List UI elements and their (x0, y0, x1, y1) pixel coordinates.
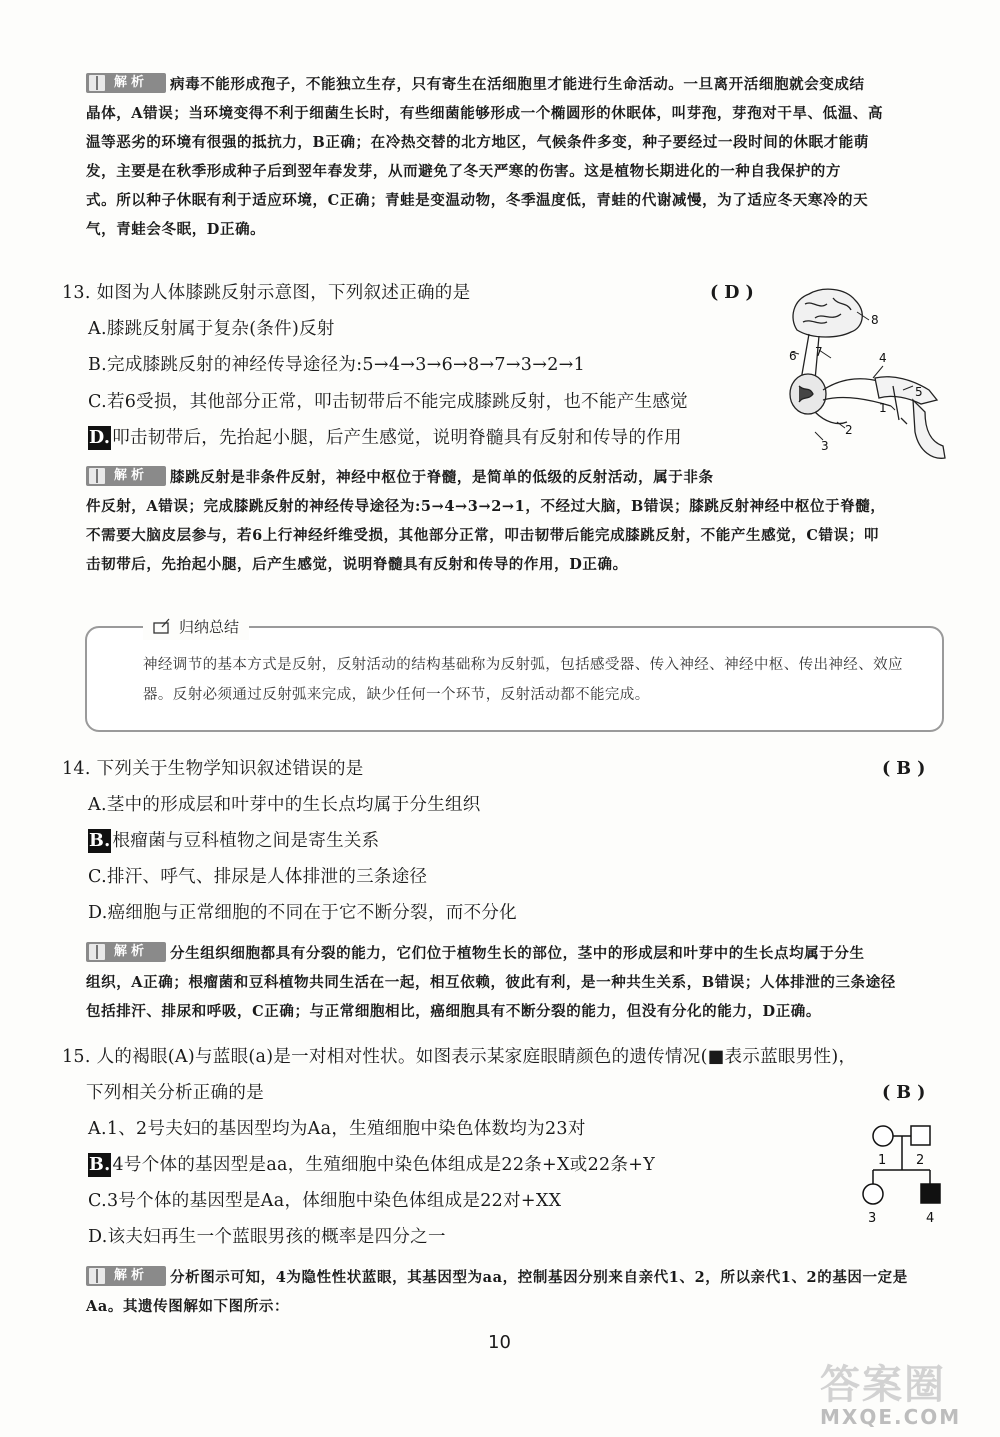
analysis-line: 组织，A正确；根瘤菌和豆科植物共同生活在一起，相互依赖，彼此有利，是一种共生关系，B错误；人体排泄的三条途径 (86, 974, 896, 991)
book-icon (89, 468, 105, 484)
knee-jerk-reflex-diagram (775, 282, 950, 462)
pedigree-label: 1 (878, 1153, 887, 1168)
correct-option-marker: B. (89, 831, 111, 851)
analysis-line: 包括排汗、排尿和呼吸，C正确；与正常细胞相比，癌细胞具有不断分裂的能力，但没有分化的能力，D正确。 (86, 1003, 822, 1020)
analysis-line: 式。所以种子休眠有利于适应环境，C正确；青蛙是变温动物，冬季温度低，青蛙的代谢减慢，为了适应冬天寒冷的天 (86, 192, 869, 209)
book-icon (89, 944, 105, 960)
male-4-symbol (921, 1184, 940, 1203)
question-14-stem: 14. 下列关于生物学知识叙述错误的是 (62, 759, 364, 779)
question-14-answer: (B) (882, 759, 932, 779)
question-14-option-a: A.茎中的形成层和叶芽中的生长点均属于分生组织 (88, 795, 481, 815)
question-14-option-b: B. 根瘤菌与豆科植物之间是寄生关系 (89, 831, 380, 851)
page-number: 10 (488, 1332, 511, 1353)
analysis-tag: 解析 (86, 73, 166, 93)
book-icon (89, 1268, 105, 1284)
diagram-label: 4 (879, 351, 887, 365)
watermark-main: 答案圈 (820, 1362, 946, 1408)
question-15-stem-line1: 15. 人的褐眼(A)与蓝眼(a)是一对相对性状。如图表示某家庭眼睛颜色的遗传情况(■表示蓝眼男性)， (62, 1047, 857, 1067)
question-14-option-d: D.癌细胞与正常细胞的不同在于它不断分裂，而不分化 (88, 903, 517, 923)
female-1-symbol (873, 1126, 893, 1146)
analysis-line: Aa。其遗传图解如下图所示： (86, 1298, 290, 1315)
analysis-q14 (86, 939, 948, 1026)
analysis-line: 晶体，A错误；当环境变得不利于细菌生长时，有些细菌能够形成一个椭圆形的休眠体，叫芽孢，芽孢对干旱、低温、高 (86, 105, 884, 122)
analysis-q12 (86, 70, 948, 244)
question-15-stem-line2: 下列相关分析正确的是 (86, 1083, 264, 1103)
diagram-label: 2 (845, 423, 853, 437)
analysis-line: 件反射，A错误；完成膝跳反射的神经传导途径为:5→4→3→2→1，不经过大脑，B错误；膝跳反射神经中枢位于脊髓， (86, 498, 886, 515)
summary-box (85, 618, 944, 732)
watermark-logo (800, 1353, 990, 1429)
question-15-answer: (B) (882, 1083, 932, 1103)
diagram-label: 6 (789, 349, 797, 363)
question-13-option-c: C.若6受损，其他部分正常，叩击韧带后不能完成膝跳反射，也不能产生感觉 (88, 392, 688, 412)
question-15-option-c: C.3号个体的基因型是Aa，体细胞中染色体组成是22对+XX (88, 1191, 562, 1211)
question-13-option-a: A.膝跳反射属于复杂(条件)反射 (88, 319, 335, 339)
question-15-option-d: D.该夫妇再生一个蓝眼男孩的概率是四分之一 (88, 1227, 446, 1247)
analysis-tag: 解析 (86, 466, 166, 486)
diagram-label: 7 (815, 345, 823, 359)
question-14-option-c: C.排汗、呼气、排尿是人体排泄的三条途径 (88, 867, 428, 887)
analysis-q15 (86, 1263, 948, 1321)
analysis-q13 (86, 463, 946, 579)
summary-header (143, 614, 249, 640)
question-13-option-b: B.完成膝跳反射的神经传导途径为:5→4→3→6→8→7→3→2→1 (88, 355, 586, 375)
analysis-line: 解析 分生组织细胞都具有分裂的能力，它们位于植物生长的部位，茎中的形成层和叶芽中的生长点均属于分生 (86, 939, 948, 968)
diagram-label: 5 (915, 385, 923, 399)
summary-title: 归纳总结 (179, 618, 240, 636)
analysis-line: 击韧带后，先抬起小腿，后产生感觉，说明脊髓具有反射和传导的作用，D正确。 (86, 556, 628, 573)
female-3-symbol (863, 1184, 883, 1204)
pedigree-label: 4 (926, 1211, 935, 1226)
analysis-tag: 解析 (86, 942, 166, 962)
book-icon (89, 75, 105, 91)
pedigree-chart (856, 1118, 946, 1228)
diagram-label: 1 (879, 401, 887, 415)
diagram-label: 3 (821, 439, 829, 453)
analysis-line: 温等恶劣的环境有很强的抵抗力，B正确；在冷热交替的北方地区，气候条件多变，种子要经过一段时间的休眠才能萌 (86, 134, 869, 151)
pedigree-label: 2 (916, 1153, 925, 1168)
analysis-line: 解析 膝跳反射是非条件反射，神经中枢位于脊髓，是简单的低级的反射活动，属于非条 (86, 463, 946, 492)
analysis-line: 解析 病毒不能形成孢子，不能独立生存，只有寄生在活细胞里才能进行生命活动。一旦离开活细胞就会变成结 (86, 70, 948, 99)
summary-text: 神经调节的基本方式是反射，反射活动的结构基础称为反射弧，包括感受器、传入神经、神经中枢、传出神经、效应器。反射必须通过反射弧来完成，缺少任何一个环节，反射活动都不能完成。 (143, 657, 903, 703)
correct-option-marker: B. (89, 1155, 111, 1175)
correct-option-marker: D. (89, 428, 111, 448)
analysis-line: 发，主要是在秋季形成种子后到翌年春发芽，从而避免了冬天严寒的伤害。这是植物长期进化的一种自我保护的方 (86, 163, 841, 180)
watermark-sub: MXQE.COM (820, 1405, 962, 1429)
male-2-symbol (911, 1126, 930, 1145)
analysis-tag: 解析 (86, 1266, 166, 1286)
question-15-option-a: A.1、2号夫妇的基因型均为Aa，生殖细胞中染色体数均为23对 (88, 1119, 586, 1139)
question-13-option-d: D. 叩击韧带后，先抬起小腿，后产生感觉，说明脊髓具有反射和传导的作用 (89, 428, 682, 448)
analysis-line: 不需要大脑皮层参与，若6上行神经纤维受损，其他部分正常，叩击韧带后能完成膝跳反射，不能产生感觉，C错误；叩 (86, 527, 879, 544)
question-15-option-b: B. 4号个体的基因型是aa，生殖细胞中染色体组成是22条+X或22条+Y (89, 1155, 656, 1175)
pedigree-label: 3 (868, 1211, 877, 1226)
notepad-icon (153, 618, 171, 634)
question-13-answer: (D) (710, 283, 760, 303)
analysis-line: 解析 分析图示可知，4为隐性性状蓝眼，其基因型为aa，控制基因分别来自亲代1、2，所以亲代1、2的基因一定是 (86, 1263, 948, 1292)
diagram-label: 8 (871, 313, 879, 327)
question-13-stem: 13. 如图为人体膝跳反射示意图，下列叙述正确的是 (62, 283, 471, 303)
analysis-line: 气，青蛙会冬眠，D正确。 (86, 221, 266, 238)
